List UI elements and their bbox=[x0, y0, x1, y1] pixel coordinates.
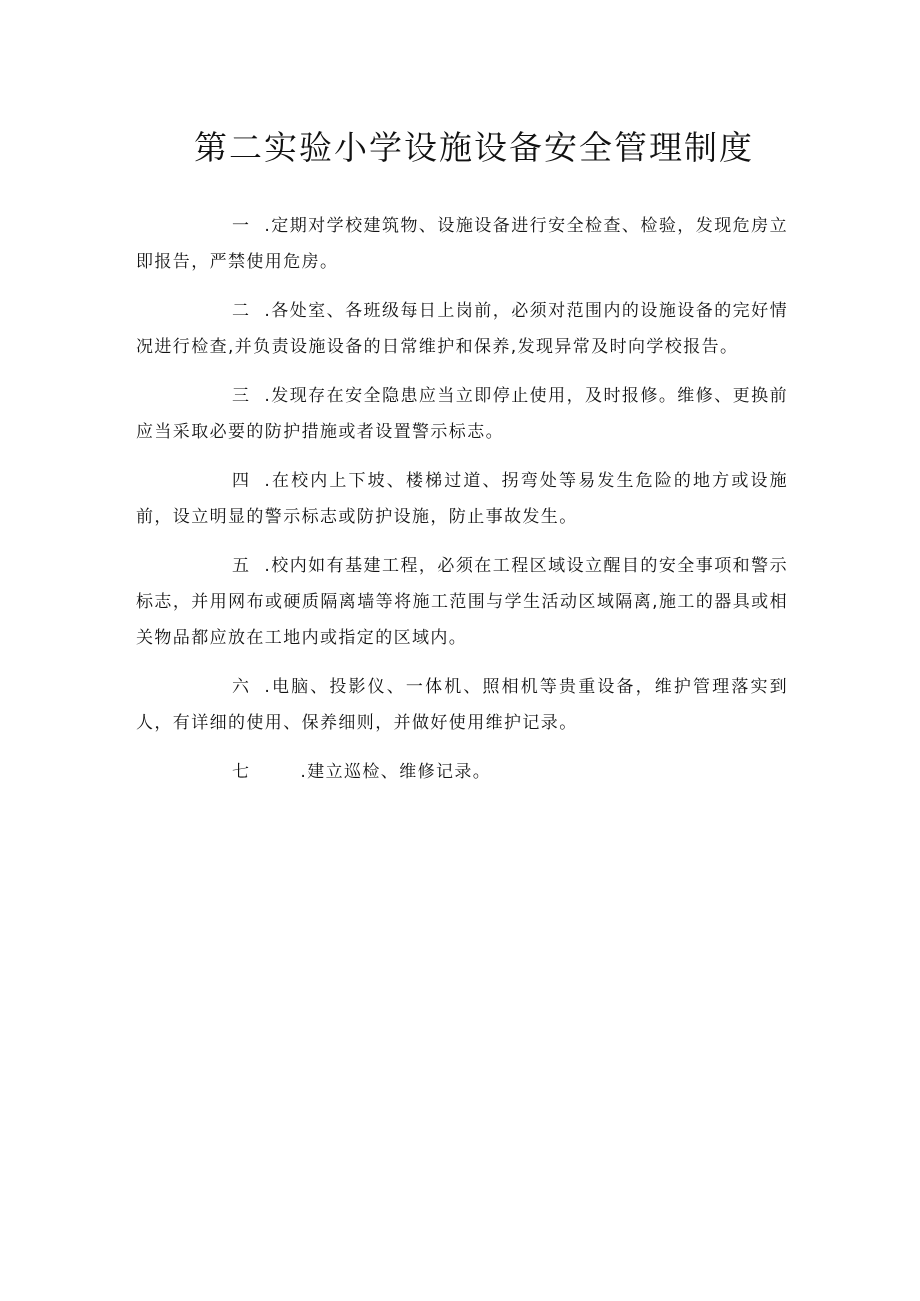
clause-number: 六 bbox=[232, 677, 251, 697]
clause-text: .建立巡检、维修记录。 bbox=[300, 762, 492, 782]
clause-6 bbox=[136, 669, 788, 741]
document-title: 第二实验小学设施设备安全管理制度 bbox=[194, 128, 754, 167]
clause-number: 二 bbox=[232, 301, 251, 321]
clause-text: .在校内上下坡、楼梯过道、拐弯处等易发生危险的地方或设施前，设立明显的警示标志或防护设施，防止事故发生。 bbox=[136, 471, 788, 527]
clause-number: 三 bbox=[232, 386, 251, 406]
clause-text: .电脑、投影仪、一体机、照相机等贵重设备，维护管理落实到人，有详细的使用、保养细则，并做好使用维护记录。 bbox=[136, 677, 788, 733]
clause-text: .校内如有基建工程，必须在工程区域设立醒目的安全事项和警示标志，并用网布或硬质隔离墙等将施工范围与学生活动区域隔离,施工的器具或相关物品都应放在工地内或指定的区域内。 bbox=[136, 556, 788, 648]
clause-5 bbox=[136, 548, 788, 656]
clause-number: 七 bbox=[232, 762, 251, 782]
clause-1 bbox=[136, 208, 788, 280]
clause-3 bbox=[136, 378, 788, 450]
clause-number: 四 bbox=[232, 471, 251, 491]
clause-7 bbox=[136, 754, 788, 790]
clause-text: .发现存在安全隐患应当立即停止使用，及时报修。维修、更换前应当采取必要的防护措施或者设置警示标志。 bbox=[136, 386, 788, 442]
clause-text: .各处室、各班级每日上岗前，必须对范围内的设施设备的完好情况进行检查,并负责设施设备的日常维护和保养,发现异常及时向学校报告。 bbox=[136, 301, 788, 357]
clause-2 bbox=[136, 293, 788, 365]
clause-number: 一 bbox=[232, 216, 251, 236]
clause-4 bbox=[136, 463, 788, 535]
clause-text: .定期对学校建筑物、设施设备进行安全检查、检验，发现危房立即报告，严禁使用危房。 bbox=[136, 216, 788, 272]
clause-number: 五 bbox=[232, 556, 251, 576]
clause-list bbox=[136, 208, 788, 803]
